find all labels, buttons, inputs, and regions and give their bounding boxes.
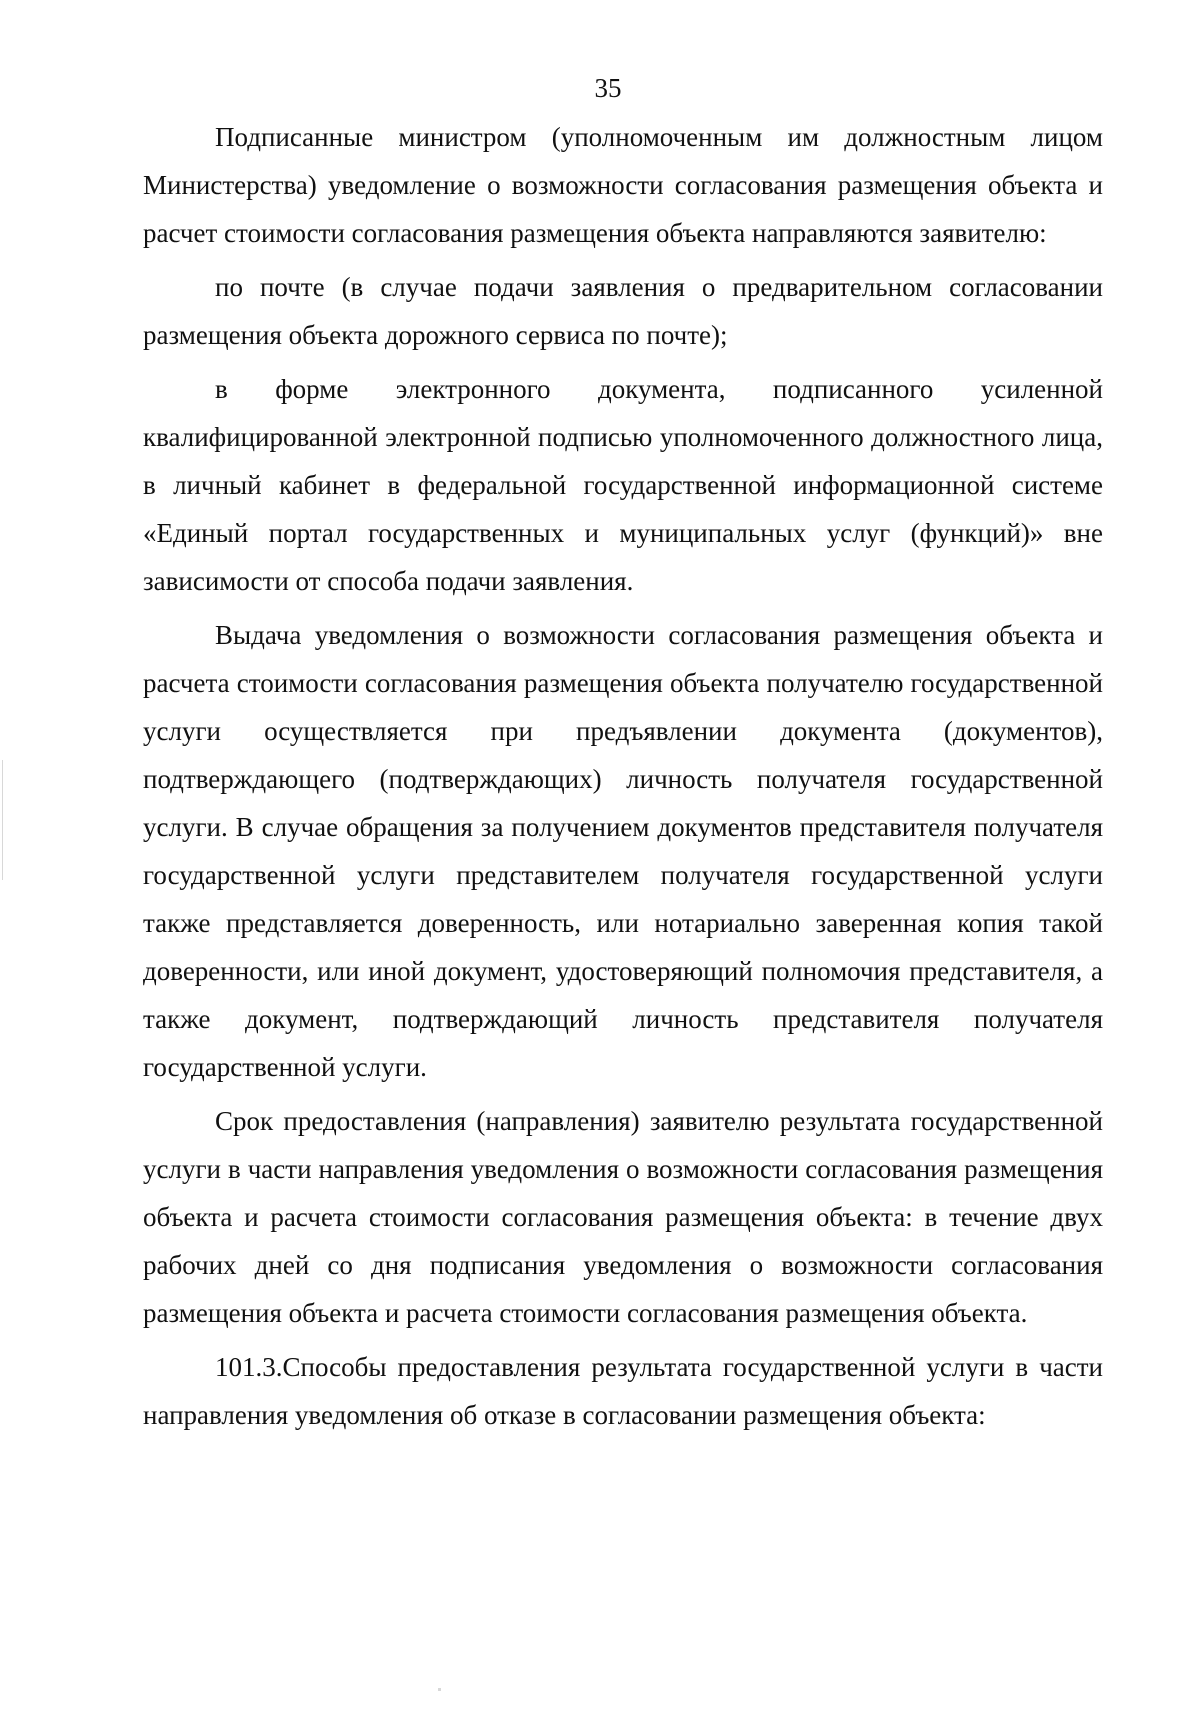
scan-artifact-bottom-dot [438, 1688, 441, 1691]
paragraph-section-101-3: 101.3.Способы предоставления результата государственной услуги в части направления уведомления об отказе в согласовании размещения объекта: [143, 1352, 1103, 1430]
scan-artifact-left-edge [2, 760, 3, 880]
paragraph-term: Срок предоставления (направления) заявителю результата государственной услуги в части направления уведомления о возможности согласования размещения объекта и расчета стоимости согласования размещения объекта: в течение двух рабочих дней со дня подписания уведомления о возможности согласования размещения объекта и расчета стоимости согласования размещения объекта. [143, 1106, 1103, 1328]
page-number: 35 [594, 73, 622, 103]
document-body [143, 113, 1103, 1445]
paragraph-by-mail: по почте (в случае подачи заявления о предварительном согласовании размещения объекта дорожного сервиса по почте); [143, 272, 1103, 350]
paragraph-notification-sent: Подписанные министром (уполномоченным им должностным лицом Министерства) уведомление о возможности согласования размещения объекта и расчет стоимости согласования размещения объекта направляются заявителю: [143, 122, 1103, 248]
paragraph-electronic-form: в форме электронного документа, подписанного усиленной квалифицированной электронной подписью уполномоченного должностного лица, в личный кабинет в федеральной государственной информационной системе «Единый портал государственных и муниципальных услуг (функций)» вне зависимости от способа подачи заявления. [143, 374, 1103, 596]
paragraph-issuance: Выдача уведомления о возможности согласования размещения объекта и расчета стоимости согласования размещения объекта получателю государственной услуги осуществляется при предъявлении документа (документов), подтверждающего (подтверждающих) личность получателя государственной услуги. В случае обращения за получением документов представителя получателя государственной услуги представителем получателя государственной услуги также представляется доверенность, или нотариально заверенная копия такой доверенности, или иной документ, удостоверяющий полномочия представителя, а также документ, подтверждающий личность представителя получателя государственной услуги. [143, 620, 1103, 1082]
